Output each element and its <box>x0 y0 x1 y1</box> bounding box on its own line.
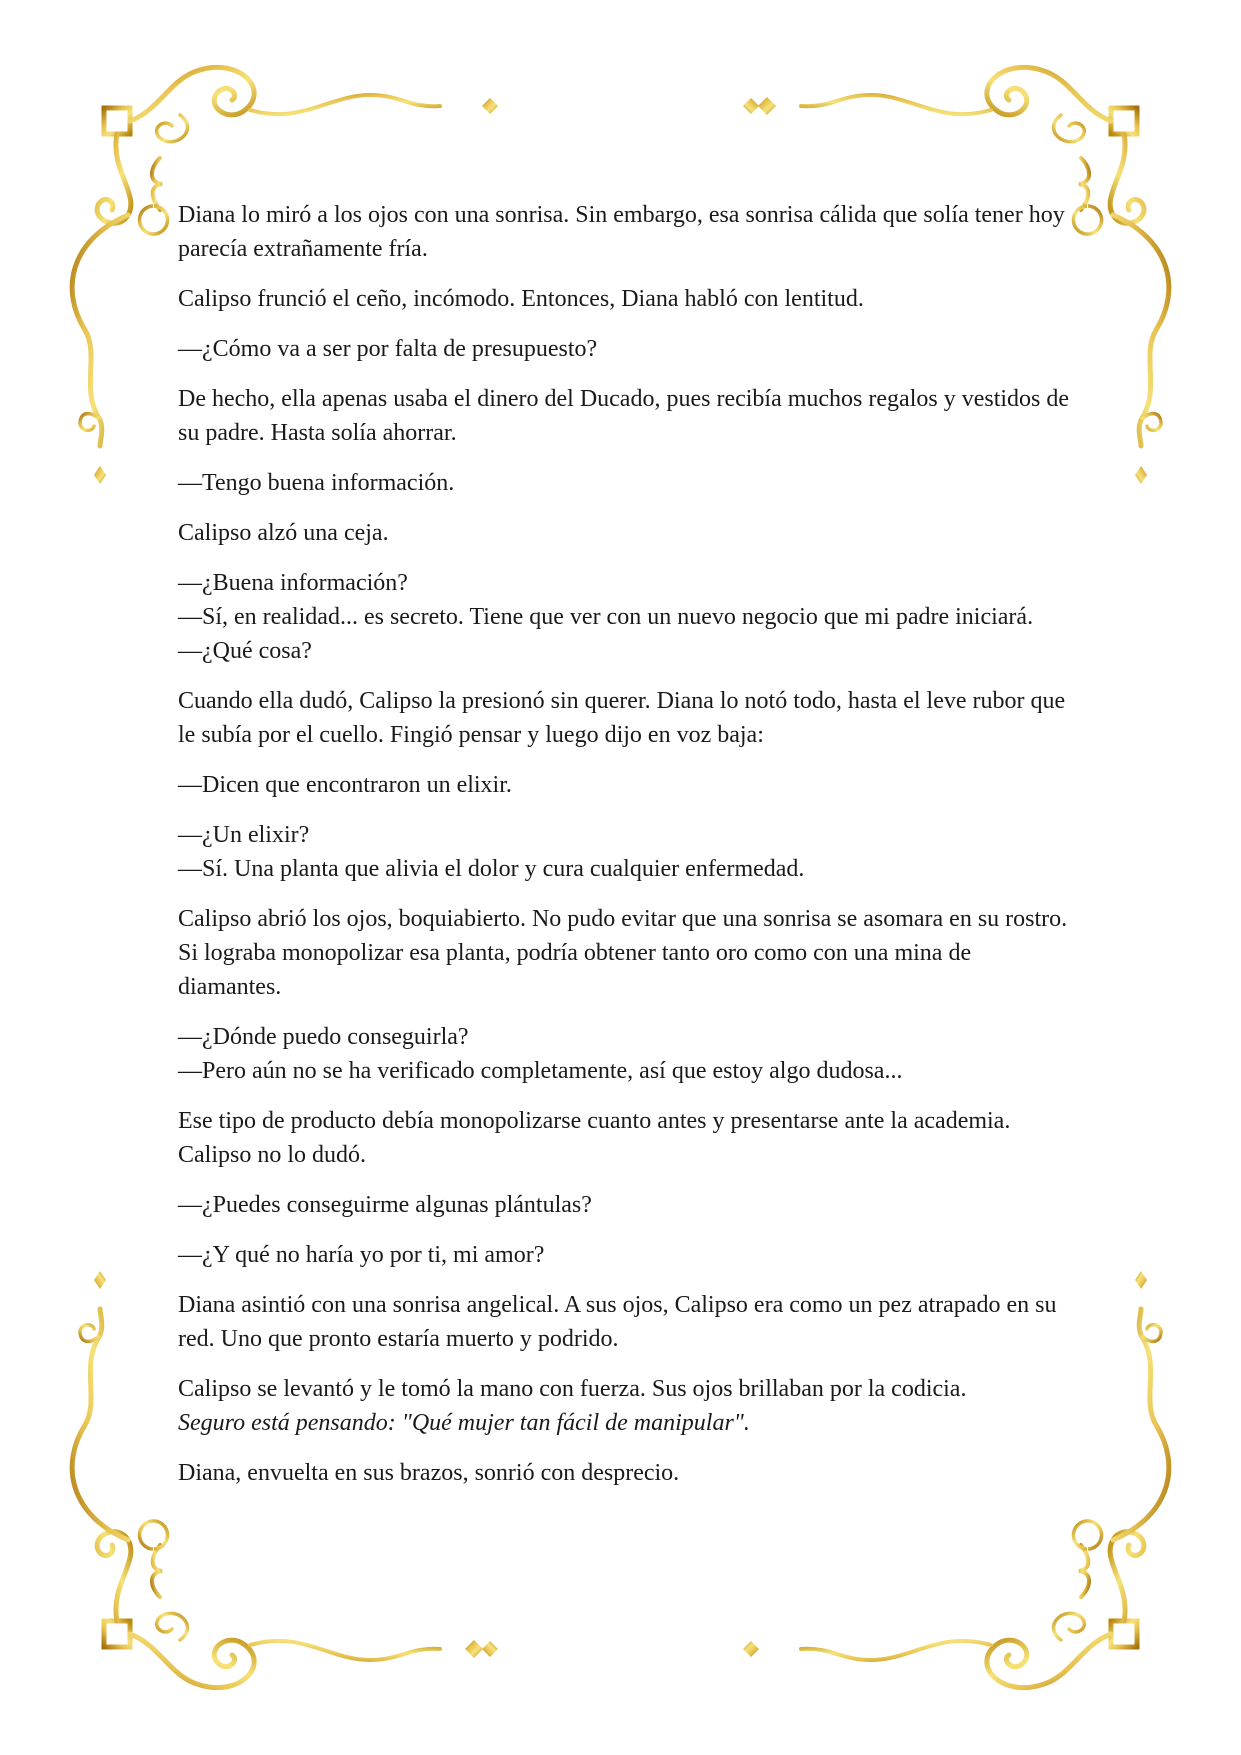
frame-top-diamond <box>758 97 776 115</box>
dialogue-line: —¿Y qué no haría yo por ti, mi amor? <box>178 1242 545 1268</box>
dialogue-line: —¿Qué cosa? <box>178 638 312 664</box>
dialogue-line: —Tengo buena información. <box>178 470 455 496</box>
paragraph: Diana, envuelta en sus brazos, sonrió con desprecio. <box>178 1460 680 1486</box>
story-text <box>178 198 1078 1506</box>
italic-thought: Seguro está pensando: "Qué mujer tan fácil de manipular". <box>178 1410 750 1436</box>
paragraph: Calipso alzó una ceja. <box>178 520 389 546</box>
dialogue-line: —¿Buena información? <box>178 570 408 596</box>
dialogue-line: —Sí, en realidad... es secreto. Tiene que ver con un nuevo negocio que mi padre iniciará. <box>178 604 1034 630</box>
dialogue-line: —¿Cómo va a ser por falta de presupuesto? <box>178 336 598 362</box>
paragraph: Diana asintió con una sonrisa angelical. A sus ojos, Calipso era como un pez atrapado en su red. Uno que pronto estaría muerto y podrido. <box>178 1292 1057 1352</box>
dialogue-line: —Pero aún no se ha verificado completamente, así que estoy algo dudosa... <box>178 1058 903 1084</box>
paragraph: De hecho, ella apenas usaba el dinero del Ducado, pues recibía muchos regalos y vestidos de su padre. Hasta solía ahorrar. <box>178 386 1070 446</box>
paragraph: Diana lo miró a los ojos con una sonrisa. Sin embargo, esa sonrisa cálida que solía tener hoy parecía extrañamente fría. <box>178 202 1065 262</box>
paragraph: Calipso se levantó y le tomó la mano con fuerza. Sus ojos brillaban por la codicia. <box>178 1376 967 1402</box>
dialogue-line: —¿Puedes conseguirme algunas plántulas? <box>178 1192 592 1218</box>
paragraph: Calipso frunció el ceño, incómodo. Entonces, Diana habló con lentitud. <box>178 286 864 312</box>
paragraph: Cuando ella dudó, Calipso la presionó sin querer. Diana lo notó todo, hasta el leve rubor que le subía por el cuello. Fingió pensar y luego dijo en voz baja: <box>178 688 1066 748</box>
paragraph: Ese tipo de producto debía monopolizarse cuanto antes y presentarse ante la academia. Calipso no lo dudó. <box>178 1108 1011 1168</box>
paragraph: Calipso abrió los ojos, boquiabierto. No pudo evitar que una sonrisa se asomara en su rostro. Si lograba monopolizar esa planta, podría obtener tanto oro como con una mina de diamantes. <box>178 906 1068 1000</box>
dialogue-line: —¿Dónde puedo conseguirla? <box>178 1024 469 1050</box>
dialogue-line: —Dicen que encontraron un elixir. <box>178 772 512 798</box>
dialogue-line: —Sí. Una planta que alivia el dolor y cura cualquier enfermedad. <box>178 856 805 882</box>
frame-bottom-diamond <box>465 1640 483 1658</box>
dialogue-line: —¿Un elixir? <box>178 822 310 848</box>
